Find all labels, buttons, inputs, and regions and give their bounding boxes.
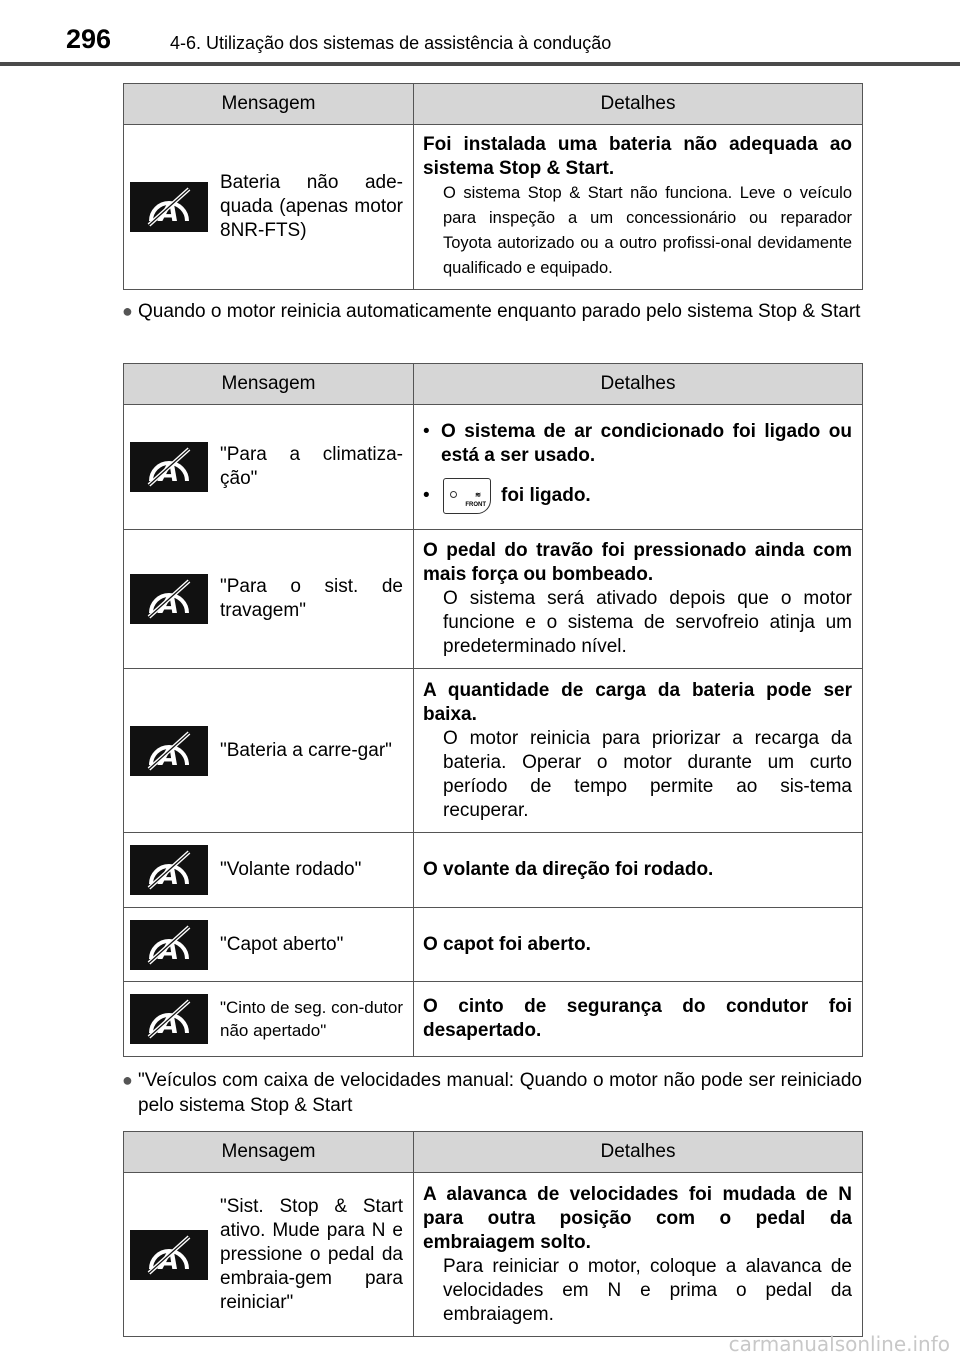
message-label: Bateria não ade-quada (apenas motor 8NR-FTS)	[220, 172, 403, 241]
column-header-message: Mensagem	[124, 1132, 414, 1173]
detail-text: O sistema Stop & Start não funciona. Leve o veículo para inspeção a um concessionário ou reparador Toyota autorizado ou a outro profissi-onal devidamente qualificado e equipado.	[443, 184, 852, 277]
table-row	[124, 908, 863, 982]
svg-text:A: A	[158, 1245, 180, 1276]
message-label: "Bateria a carre-gar"	[220, 739, 392, 761]
stop-start-off-icon	[130, 726, 208, 776]
detail-text: O motor reinicia para priorizar a recarga da bateria. Operar o motor durante um curto período de tempo permite ao sis-tema recuperar.	[443, 727, 852, 821]
detail-heading: O capot foi aberto.	[423, 933, 591, 955]
svg-text:A: A	[158, 458, 180, 488]
stop-start-off-icon	[130, 994, 208, 1044]
detail-heading: Foi instalada uma bateria não adequada ao sistema Stop & Start.	[423, 134, 852, 179]
table-row	[124, 530, 863, 669]
detail-bullet: foi ligado.	[501, 485, 591, 507]
header-rule	[0, 62, 960, 66]
svg-text:A: A	[158, 741, 180, 772]
column-header-details: Detalhes	[414, 364, 863, 405]
stop-start-off-icon	[130, 1230, 208, 1280]
detail-text: Para reiniciar o motor, coloque a alavanca de velocidades em N e prima o pedal da embraiagem.	[443, 1255, 852, 1325]
detail-heading: A alavanca de velocidades foi mudada de N para outra posição com o pedal da embraiagem solto.	[423, 1183, 852, 1253]
front-defroster-button-icon: ≋ FRONT	[443, 478, 491, 514]
table-row	[124, 669, 863, 833]
bullet-icon: ●	[122, 301, 133, 321]
stop-start-off-icon	[130, 845, 208, 895]
bullet-icon: •	[423, 485, 430, 506]
message-label: "Cinto de seg. con-dutor não apertado"	[220, 998, 403, 1040]
message-table-2	[123, 363, 863, 1057]
stop-start-off-icon	[130, 920, 208, 970]
column-header-message: Mensagem	[124, 364, 414, 405]
detail-bullet: O sistema de ar condicionado foi ligado ou está a ser usado.	[441, 421, 852, 466]
detail-heading: O pedal do travão foi pressionado ainda com mais força ou bombeado.	[423, 540, 852, 585]
bullet-icon: •	[423, 421, 430, 442]
table-row	[124, 982, 863, 1057]
message-table-3	[123, 1131, 863, 1337]
column-header-details: Detalhes	[414, 84, 863, 125]
message-label: "Para o sist. de travagem"	[220, 576, 403, 621]
detail-text: O sistema será ativado depois que o motor funcione e o sistema de servofreio atinja um predeterminado nível.	[443, 588, 852, 657]
section-paragraph-1	[122, 299, 862, 324]
svg-text:A: A	[158, 590, 180, 620]
stop-start-off-icon	[130, 574, 208, 624]
svg-text:A: A	[158, 935, 180, 966]
stop-start-off-icon	[130, 442, 208, 492]
table-row	[124, 833, 863, 908]
message-label: "Volante rodado"	[220, 859, 362, 880]
message-table-1	[123, 83, 863, 290]
message-label: "Sist. Stop & Start ativo. Mude para N e pressione o pedal da embraia-gem para reiniciar"	[220, 1195, 403, 1313]
svg-text:A: A	[158, 198, 180, 228]
table-row	[124, 1173, 863, 1337]
svg-text:A: A	[158, 1010, 180, 1040]
detail-heading: O volante da direção foi rodado.	[423, 859, 714, 880]
page-header	[0, 0, 960, 70]
paragraph-text: Quando o motor reinicia automaticamente enquanto parado pelo sistema Stop & Start	[138, 301, 861, 322]
paragraph-text: "Veículos com caixa de velocidades manual: Quando o motor não pode ser reiniciado pelo sistema Stop & Start	[138, 1070, 862, 1116]
table-row	[124, 405, 863, 530]
stop-start-off-icon	[130, 182, 208, 232]
message-label: "Para a climatiza-ção"	[220, 444, 403, 489]
column-header-details: Detalhes	[414, 1132, 863, 1173]
table-row	[124, 125, 863, 290]
svg-text:A: A	[158, 861, 180, 891]
watermark: carmanualsonline.info	[728, 1332, 950, 1356]
bullet-icon: ●	[122, 1070, 133, 1090]
section-paragraph-2	[122, 1068, 862, 1118]
message-label: "Capot aberto"	[220, 933, 344, 955]
column-header-message: Mensagem	[124, 84, 414, 125]
detail-heading: A quantidade de carga da bateria pode ser baixa.	[423, 679, 852, 725]
detail-heading: O cinto de segurança do condutor foi desapertado.	[423, 996, 852, 1041]
chapter-title: 4-6. Utilização dos sistemas de assistência à condução	[170, 33, 612, 53]
page-number: 296	[66, 24, 112, 54]
